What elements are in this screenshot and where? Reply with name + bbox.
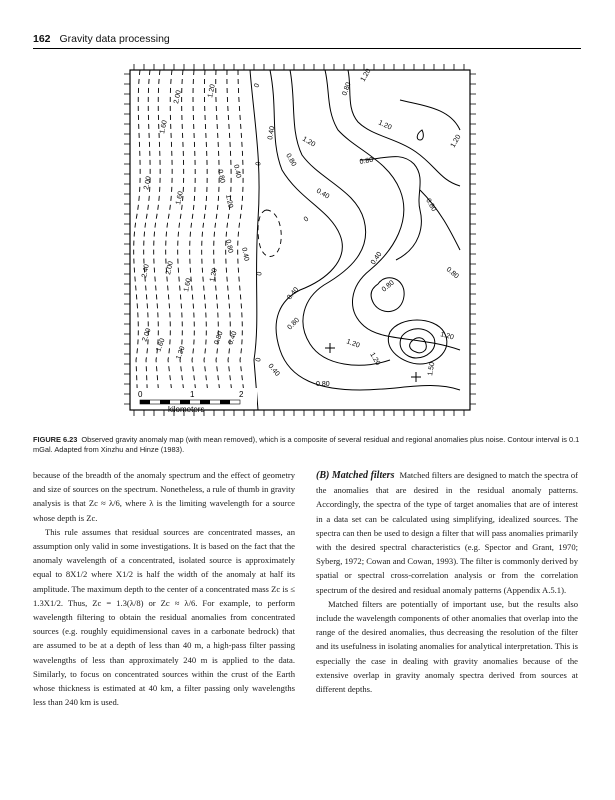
- contour-label: 1.20: [175, 345, 187, 361]
- contour-label: 0.40: [240, 246, 250, 262]
- right-column: [316, 468, 578, 696]
- contour-label: 2.00: [143, 175, 153, 191]
- scale-unit-label: kilometers: [168, 405, 205, 414]
- figure-label: FIGURE 6.23: [33, 435, 78, 444]
- contour-label: 0.40: [315, 187, 331, 201]
- scale-tick-label: 1: [190, 390, 195, 399]
- contour-label: 0.80: [341, 81, 353, 97]
- contour-label: 0.80: [216, 168, 226, 184]
- contour-label: 0.40: [286, 286, 301, 302]
- positive-contours: [250, 67, 460, 410]
- contour-label: 0.40: [227, 330, 239, 346]
- contour-label: 1.60: [159, 119, 169, 135]
- body-paragraph: Matched filters are designed to match the spectra of the anomalies that are desired in the residual anomaly patterns. Accordingly, the spectra of the type of target anomalies that are of interest in a data set can be calculated using simplifying, idealized sources. The spectra can then be used to design a filter that will pass anomalies primarily with the desired spectral characteristics (e.g. Spector and Grant, 1970; Syberg, 1972; Cowan and Cowan, 1993). The filter is commonly derived by spatial or spectral cross-correlation analysis or from the correlation spectrum of the desired and residual anomaly patterns (Appendix A.5.1).: [316, 470, 579, 595]
- figure-caption: [33, 435, 581, 455]
- contour-label: 1.60: [155, 337, 167, 353]
- contour-label: 0.40: [232, 163, 242, 179]
- figure-caption-text: Observed gravity anomaly map (with mean removed), which is a composite of several residual and regional anomalies plus noise. Contour interval is 0.1 mGal. Adapted from Xinzhu and Hinze (1983).: [33, 435, 580, 454]
- body-paragraph: This rule assumes that residual sources are concentrated masses, an assumption only valid in some investigations. It is based on the fact that the anomaly wavelength of a concentrated, isolated source is approximately equal to 8X1/2 where X1/2 is half the width of the anomaly at half its amplitude. The maximum depth to the center of a concentrated mass Zc is ≤ 1.3X1/2. Thus, Zc = 1.3(λ/8) or Zc ≈ λ/6. For example, to perform wavelength filtering to obtain the residual anomalies from concentrated sources (e.g. roughly equidimensional caves in a carbonate bedrock) that are assumed to be at a depth of less than 40 m, a high-pass filter passing wavelengths of less than approximately 240 m is applied to the data. Similarly, to focus on concentrated sources within the crust of the Earth whose thickness is estimated at 40 km, a filter passing only wavelengths less than 240 km is used.: [33, 526, 295, 708]
- page-number: 162: [33, 33, 51, 45]
- contour-label: 0.80: [213, 330, 225, 346]
- body-paragraph: Matched filters are potentially of important use, but the results also include the wavelength components of other anomalies that overlap into the range of the desired anomalies, thus decreasing the resolution of the filter and its usefulness in isolating anomalies for analytical interpretation. This is especially the case in dealing with gravity anomalies because of the extensive overlap in gravity anomaly spectra derived from sources at different depths.: [316, 598, 578, 695]
- plus-marker-icon: [325, 343, 335, 353]
- contour-label: 0.40: [369, 250, 384, 267]
- contour-label: 0: [302, 215, 311, 224]
- contour-label: 2.00: [141, 327, 153, 343]
- body-paragraph: because of the breadth of the anomaly spectrum and the effect of geometry and size of sources on the spectrum. Nonetheless, a rule of thumb in gravity analysis is that Zc ≈ λ/6, where λ is the limiting wavelength for a source whose depth is Zc.: [33, 470, 295, 523]
- contour-label: 1.20: [368, 351, 382, 367]
- contour-label: 0.80: [424, 197, 438, 213]
- contour-label: 1.20: [439, 331, 455, 342]
- contour-label: 0: [253, 82, 262, 89]
- contour-label: 1.20: [377, 119, 393, 132]
- page-header: [33, 33, 581, 45]
- contour-label: 0.80: [444, 266, 460, 281]
- contour-label: 0.40: [266, 362, 281, 378]
- scale-tick-label: 0: [138, 390, 143, 399]
- map-border-ticks: [124, 64, 476, 416]
- gravity-contour-map: [120, 60, 480, 422]
- contour-label: 2.40: [141, 263, 151, 279]
- contour-label: 0.40: [267, 125, 277, 141]
- contour-label: 0.80: [284, 152, 298, 168]
- running-title: Gravity data processing: [59, 33, 170, 45]
- contour-label: 1.50: [427, 361, 437, 377]
- contour-label: 0: [255, 161, 263, 167]
- plus-marker-icon: [411, 372, 421, 382]
- contour-label: 0.80: [380, 279, 396, 294]
- contour-label: 0: [255, 357, 263, 363]
- contour-label: 1.20: [207, 83, 217, 99]
- contour-label: 0.80: [286, 316, 302, 332]
- contour-label: 0.80: [359, 156, 374, 166]
- contour-label: 1.20: [209, 267, 219, 283]
- section-heading: (B) Matched filters: [316, 470, 395, 481]
- contour-label: 1.20: [301, 135, 317, 149]
- contour-label: 1.20: [449, 133, 463, 149]
- contour-label: 1.60: [183, 277, 193, 293]
- contour-label: 1.20: [345, 338, 361, 350]
- contour-label: 0: [256, 271, 264, 277]
- contour-label: 1.20: [359, 67, 373, 83]
- contour-label: 0.80: [224, 238, 234, 254]
- scale-tick-label: 2: [239, 390, 244, 399]
- contour-label: 2.00: [165, 260, 175, 276]
- contour-label: 2.00: [173, 89, 183, 105]
- header-rule: [33, 48, 581, 49]
- contour-label: 1.20: [224, 193, 234, 209]
- left-column: [33, 468, 295, 709]
- contour-label: 0.80: [316, 381, 330, 388]
- contour-label: 1.60: [175, 190, 185, 206]
